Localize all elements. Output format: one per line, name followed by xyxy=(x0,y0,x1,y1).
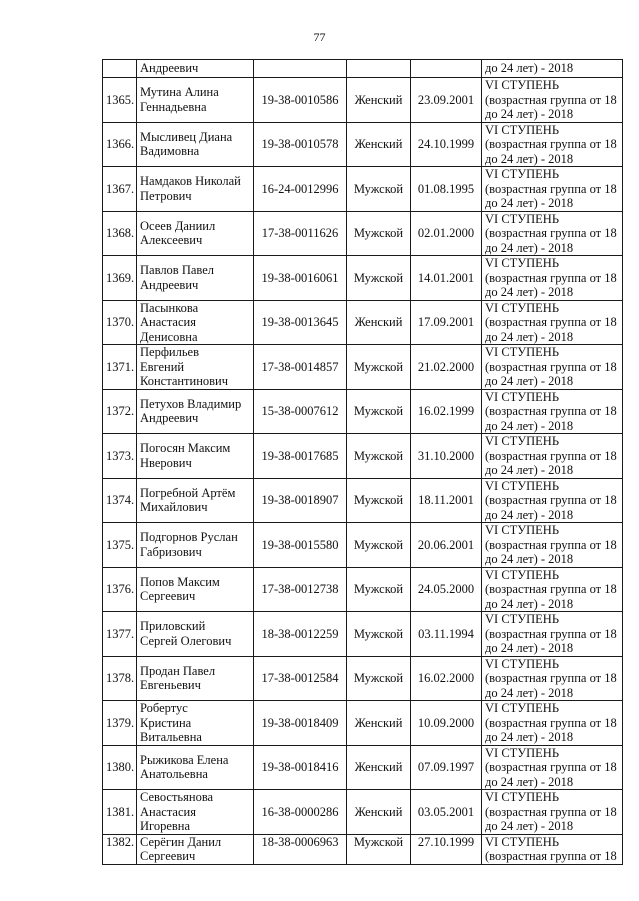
category-cell xyxy=(482,701,623,746)
row-number-cell: 1379. xyxy=(103,701,137,746)
category-line: (возрастная группа от 18 xyxy=(485,92,617,107)
sex-cell: Мужской xyxy=(347,612,411,657)
category-line: до 24 лет) - 2018 xyxy=(485,774,574,789)
category-line: до 24 лет) - 2018 xyxy=(485,107,574,121)
full-name-cell xyxy=(137,122,254,167)
full-name-line: Вадимовна xyxy=(140,144,200,159)
row-number-cell: 1382. xyxy=(103,834,137,864)
full-name-line: Андреевич xyxy=(140,61,199,76)
category-line: VI СТУПЕНЬ xyxy=(485,834,560,849)
category-cell xyxy=(482,256,623,301)
sex-cell: Мужской xyxy=(347,167,411,212)
category-line: до 24 лет) - 2018 xyxy=(485,819,574,833)
full-name-line: Серёгин Данил xyxy=(140,834,222,849)
birth-date-cell xyxy=(411,60,482,78)
category-cell xyxy=(482,345,623,390)
category-cell xyxy=(482,612,623,657)
category-cell xyxy=(482,78,623,123)
uin-cell: 18-38-0012259 xyxy=(254,612,347,657)
full-name-line: Попов Максим xyxy=(140,574,220,589)
row-number-cell xyxy=(103,60,137,78)
category-line: до 24 лет) - 2018 xyxy=(485,507,574,522)
category-line: (возрастная группа от 18 xyxy=(485,448,617,463)
sex-cell: Мужской xyxy=(347,567,411,612)
category-cell xyxy=(482,434,623,479)
table-row xyxy=(103,745,623,790)
birth-date-cell: 07.09.1997 xyxy=(411,745,482,790)
full-name-cell xyxy=(137,389,254,434)
full-name-line: Осеев Даниил xyxy=(140,218,216,233)
category-line: (возрастная группа от 18 xyxy=(485,849,617,863)
sex-cell xyxy=(347,60,411,78)
category-line: до 24 лет) - 2018 xyxy=(485,685,574,700)
uin-cell: 16-24-0012996 xyxy=(254,167,347,212)
category-line: до 24 лет) - 2018 xyxy=(485,552,574,566)
full-name-line: Алексеевич xyxy=(140,233,203,248)
page-number: 77 xyxy=(313,30,326,44)
category-cell xyxy=(482,745,623,790)
birth-date-cell: 20.06.2001 xyxy=(411,523,482,568)
category-line: (возрастная группа от 18 xyxy=(485,315,617,329)
uin-cell: 17-38-0014857 xyxy=(254,345,347,390)
full-name-cell xyxy=(137,790,254,835)
full-name-cell xyxy=(137,211,254,256)
table-row xyxy=(103,300,623,345)
category-line: (возрастная группа от 18 xyxy=(485,804,617,819)
birth-date-cell: 01.08.1995 xyxy=(411,167,482,212)
category-line: до 24 лет) - 2018 xyxy=(485,641,574,655)
row-number-cell: 1365. xyxy=(103,78,137,123)
uin-cell: 19-38-0018409 xyxy=(254,701,347,746)
category-line: VI СТУПЕНЬ xyxy=(485,612,560,626)
full-name-line: Сергеевич xyxy=(140,849,196,863)
registry-table-body xyxy=(103,60,623,865)
full-name-line: Андреевич xyxy=(140,277,199,292)
category-line: до 24 лет) - 2018 xyxy=(485,374,574,388)
full-name-line: Витальевна xyxy=(140,730,202,744)
birth-date-cell: 23.09.2001 xyxy=(411,78,482,123)
full-name-cell xyxy=(137,478,254,523)
row-number-cell: 1372. xyxy=(103,389,137,434)
sex-cell: Мужской xyxy=(347,656,411,701)
category-line: VI СТУПЕНЬ xyxy=(485,701,560,715)
category-line: до 24 лет) - 2018 xyxy=(485,463,574,477)
full-name-line: Кристина xyxy=(140,715,192,730)
category-line: до 24 лет) - 2018 xyxy=(485,329,574,344)
full-name-line: Константинович xyxy=(140,374,229,388)
category-cell xyxy=(482,300,623,345)
table-row xyxy=(103,256,623,301)
full-name-cell xyxy=(137,345,254,390)
row-number-cell: 1378. xyxy=(103,656,137,701)
full-name-cell xyxy=(137,167,254,212)
sex-cell: Мужской xyxy=(347,389,411,434)
row-number-cell: 1369. xyxy=(103,256,137,301)
category-line: VI СТУПЕНЬ xyxy=(485,745,560,760)
full-name-line: Петухов Владимир xyxy=(140,396,242,411)
full-name-line: Андреевич xyxy=(140,411,199,426)
table-row xyxy=(103,389,623,434)
table-row xyxy=(103,834,623,864)
category-line: до 24 лет) - 2018 xyxy=(485,240,574,255)
full-name-line: Пасынкова xyxy=(140,300,199,315)
row-number-cell: 1381. xyxy=(103,790,137,835)
category-line: до 24 лет) - 2018 xyxy=(485,196,574,210)
sex-cell: Мужской xyxy=(347,211,411,256)
birth-date-cell: 02.01.2000 xyxy=(411,211,482,256)
sex-cell: Мужской xyxy=(347,434,411,479)
full-name-line: Анастасия xyxy=(140,315,196,329)
category-line: (возрастная группа от 18 xyxy=(485,404,617,418)
full-name-line: Анастасия xyxy=(140,804,196,819)
category-line: VI СТУПЕНЬ xyxy=(485,656,560,671)
category-line: до 24 лет) - 2018 xyxy=(485,730,574,744)
full-name-line: Продан Павел xyxy=(140,663,216,678)
category-line: VI СТУПЕНЬ xyxy=(485,478,560,493)
full-name-line: Подгорнов Руслан xyxy=(140,530,238,545)
birth-date-cell: 16.02.1999 xyxy=(411,389,482,434)
category-line: (возрастная группа от 18 xyxy=(485,226,617,240)
category-cell xyxy=(482,60,623,78)
table-row xyxy=(103,656,623,701)
table-row xyxy=(103,478,623,523)
full-name-line: Мутина Алина xyxy=(140,85,219,100)
full-name-line: Евгеньевич xyxy=(140,678,201,693)
category-cell xyxy=(482,834,623,864)
full-name-line: Перфильев xyxy=(140,345,200,359)
category-line: (возрастная группа от 18 xyxy=(485,760,617,774)
full-name-line: Погребной Артём xyxy=(140,485,236,500)
full-name-line: Севостьянова xyxy=(140,790,214,804)
sex-cell: Женский xyxy=(347,300,411,345)
table-row xyxy=(103,434,623,479)
sex-cell: Женский xyxy=(347,701,411,746)
sex-cell: Мужской xyxy=(347,523,411,568)
row-number-cell: 1368. xyxy=(103,211,137,256)
category-line: VI СТУПЕНЬ xyxy=(485,300,560,315)
category-cell xyxy=(482,167,623,212)
row-number-cell: 1370. xyxy=(103,300,137,345)
full-name-line: Приловский xyxy=(140,619,206,634)
category-line: (возрастная группа от 18 xyxy=(485,715,617,730)
row-number-cell: 1380. xyxy=(103,745,137,790)
row-number-cell: 1375. xyxy=(103,523,137,568)
full-name-cell xyxy=(137,834,254,864)
uin-cell: 19-38-0017685 xyxy=(254,434,347,479)
full-name-line: Игоревна xyxy=(140,819,191,833)
table-row xyxy=(103,211,623,256)
category-line: VI СТУПЕНЬ xyxy=(485,523,560,537)
full-name-line: Анатольевна xyxy=(140,767,208,782)
full-name-line: Михайлович xyxy=(140,500,208,515)
category-line: (возрастная группа от 18 xyxy=(485,537,617,552)
birth-date-cell: 24.10.1999 xyxy=(411,122,482,167)
category-line: VI СТУПЕНЬ xyxy=(485,389,560,404)
birth-date-cell: 17.09.2001 xyxy=(411,300,482,345)
category-line: (возрастная группа от 18 xyxy=(485,181,617,196)
category-line: VI СТУПЕНЬ xyxy=(485,567,560,582)
full-name-line: Денисовна xyxy=(140,329,198,344)
registry-table xyxy=(102,59,623,865)
full-name-line: Нверович xyxy=(140,455,192,470)
sex-cell: Мужской xyxy=(347,834,411,864)
birth-date-cell: 10.09.2000 xyxy=(411,701,482,746)
row-number-cell: 1377. xyxy=(103,612,137,657)
full-name-cell xyxy=(137,300,254,345)
uin-cell: 19-38-0010586 xyxy=(254,78,347,123)
category-line: до 24 лет) - 2018 xyxy=(485,61,574,76)
sex-cell: Женский xyxy=(347,78,411,123)
category-line: VI СТУПЕНЬ xyxy=(485,122,560,137)
row-number-cell: 1373. xyxy=(103,434,137,479)
category-line: до 24 лет) - 2018 xyxy=(485,151,574,166)
category-cell xyxy=(482,656,623,701)
row-number-cell: 1371. xyxy=(103,345,137,390)
full-name-cell xyxy=(137,434,254,479)
table-row xyxy=(103,612,623,657)
full-name-line: Погосян Максим xyxy=(140,441,231,456)
full-name-cell xyxy=(137,745,254,790)
full-name-line: Сергей Олегович xyxy=(140,633,232,648)
category-line: (возрастная группа от 18 xyxy=(485,137,617,151)
category-line: до 24 лет) - 2018 xyxy=(485,285,574,299)
full-name-line: Евгений xyxy=(140,359,185,374)
category-cell xyxy=(482,122,623,167)
full-name-line: Мысливец Диана xyxy=(140,129,233,144)
table-row-continuation xyxy=(103,60,623,78)
birth-date-cell: 18.11.2001 xyxy=(411,478,482,523)
full-name-cell xyxy=(137,60,254,78)
sex-cell: Мужской xyxy=(347,345,411,390)
table-row xyxy=(103,790,623,835)
category-line: VI СТУПЕНЬ xyxy=(485,211,560,226)
full-name-cell xyxy=(137,523,254,568)
row-number-cell: 1366. xyxy=(103,122,137,167)
sex-cell: Мужской xyxy=(347,478,411,523)
full-name-line: Габризович xyxy=(140,544,202,559)
full-name-line: Сергеевич xyxy=(140,589,196,604)
sex-cell: Мужской xyxy=(347,256,411,301)
uin-cell: 19-38-0016061 xyxy=(254,256,347,301)
full-name-cell xyxy=(137,78,254,123)
category-cell xyxy=(482,478,623,523)
uin-cell: 17-38-0011626 xyxy=(254,211,347,256)
category-line: VI СТУПЕНЬ xyxy=(485,434,560,448)
birth-date-cell: 27.10.1999 xyxy=(411,834,482,864)
table-row xyxy=(103,701,623,746)
full-name-cell xyxy=(137,701,254,746)
category-line: до 24 лет) - 2018 xyxy=(485,418,574,433)
uin-cell: 19-38-0013645 xyxy=(254,300,347,345)
table-row xyxy=(103,78,623,123)
category-line: до 24 лет) - 2018 xyxy=(485,596,574,611)
category-line: (возрастная группа от 18 xyxy=(485,671,617,685)
full-name-line: Робертус xyxy=(140,701,188,715)
uin-cell: 19-38-0010578 xyxy=(254,122,347,167)
category-line: (возрастная группа от 18 xyxy=(485,359,617,374)
row-number-cell: 1376. xyxy=(103,567,137,612)
uin-cell: 19-38-0015580 xyxy=(254,523,347,568)
category-line: VI СТУПЕНЬ xyxy=(485,256,560,270)
category-line: (возрастная группа от 18 xyxy=(485,582,617,596)
category-cell xyxy=(482,523,623,568)
birth-date-cell: 16.02.2000 xyxy=(411,656,482,701)
uin-cell: 17-38-0012738 xyxy=(254,567,347,612)
category-line: (возрастная группа от 18 xyxy=(485,626,617,641)
table-row xyxy=(103,567,623,612)
category-cell xyxy=(482,389,623,434)
uin-cell xyxy=(254,60,347,78)
category-line: VI СТУПЕНЬ xyxy=(485,78,560,92)
birth-date-cell: 21.02.2000 xyxy=(411,345,482,390)
full-name-line: Петрович xyxy=(140,188,192,203)
uin-cell: 19-38-0018907 xyxy=(254,478,347,523)
category-line: VI СТУПЕНЬ xyxy=(485,345,560,359)
category-line: (возрастная группа от 18 xyxy=(485,493,617,507)
table-row xyxy=(103,345,623,390)
row-number-cell: 1367. xyxy=(103,167,137,212)
uin-cell: 16-38-0000286 xyxy=(254,790,347,835)
table-row xyxy=(103,167,623,212)
uin-cell: 18-38-0006963 xyxy=(254,834,347,864)
category-line: VI СТУПЕНЬ xyxy=(485,790,560,804)
full-name-cell xyxy=(137,612,254,657)
table-row xyxy=(103,523,623,568)
category-cell xyxy=(482,211,623,256)
uin-cell: 15-38-0007612 xyxy=(254,389,347,434)
full-name-line: Геннадьевна xyxy=(140,99,207,114)
full-name-cell xyxy=(137,256,254,301)
full-name-cell xyxy=(137,656,254,701)
sex-cell: Женский xyxy=(347,122,411,167)
full-name-line: Рыжикова Елена xyxy=(140,752,229,767)
sex-cell: Женский xyxy=(347,790,411,835)
birth-date-cell: 14.01.2001 xyxy=(411,256,482,301)
birth-date-cell: 24.05.2000 xyxy=(411,567,482,612)
category-cell xyxy=(482,567,623,612)
birth-date-cell: 03.11.1994 xyxy=(411,612,482,657)
uin-cell: 17-38-0012584 xyxy=(254,656,347,701)
table-row xyxy=(103,122,623,167)
uin-cell: 19-38-0018416 xyxy=(254,745,347,790)
sex-cell: Женский xyxy=(347,745,411,790)
full-name-line: Намдаков Николай xyxy=(140,174,241,189)
row-number-cell: 1374. xyxy=(103,478,137,523)
category-line: VI СТУПЕНЬ xyxy=(485,167,560,181)
category-cell xyxy=(482,790,623,835)
category-line: (возрастная группа от 18 xyxy=(485,270,617,285)
birth-date-cell: 03.05.2001 xyxy=(411,790,482,835)
full-name-cell xyxy=(137,567,254,612)
birth-date-cell: 31.10.2000 xyxy=(411,434,482,479)
full-name-line: Павлов Павел xyxy=(140,263,215,278)
